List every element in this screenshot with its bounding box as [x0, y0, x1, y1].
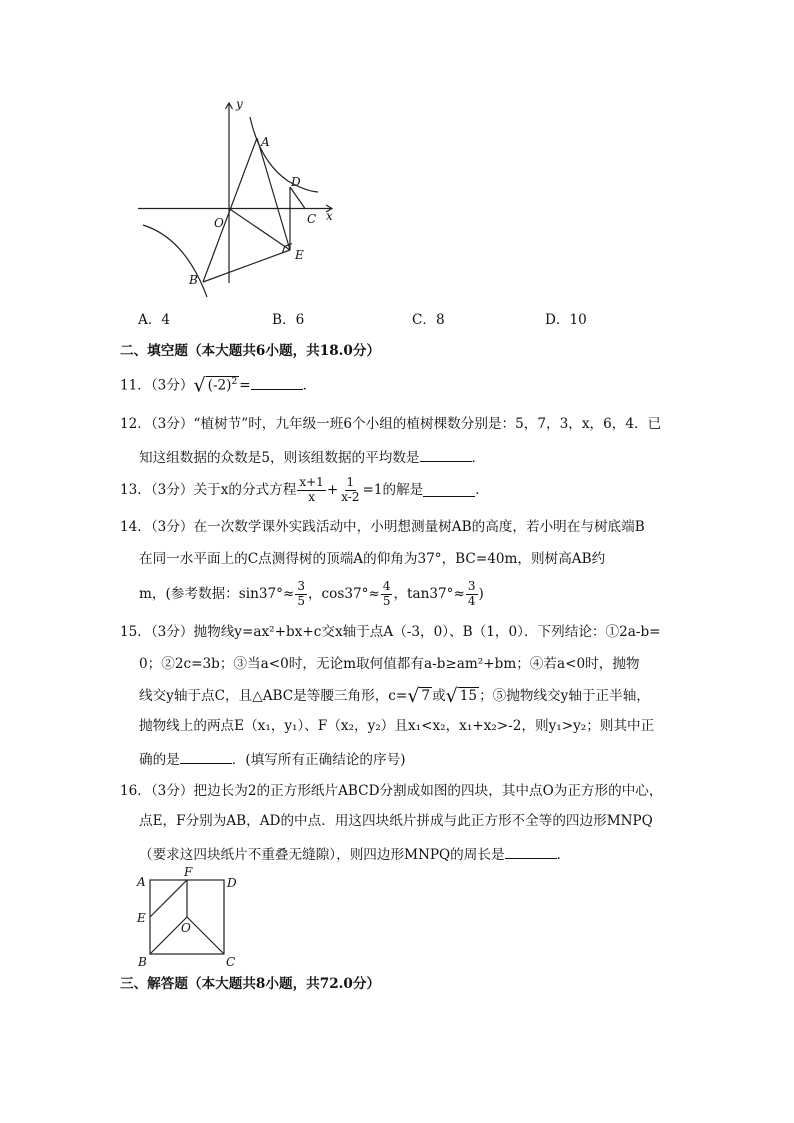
sin-fraction: $\frac{3}{5}$	[297, 579, 305, 608]
section-title-solve: 三、解答题（本大题共8小题，共72.0分）	[120, 976, 381, 992]
tan-fraction: $\frac{3}{4}$	[467, 579, 476, 608]
q13-fraction-2: $\frac{1}{x-2}$	[341, 475, 360, 504]
q15-line1: 15．（3分）抛物线y=ax²+bx+c交x轴于点A（-3，0）、B（1，0）．下列结论：①2a-b=	[120, 624, 661, 640]
q12-line2: 知这组数据的众数是5，则该组数据的平均数是 ．	[139, 450, 486, 466]
sqrt-sign: √	[407, 685, 420, 707]
hyperbola-upper-branch	[250, 117, 318, 192]
label-D: D	[291, 175, 301, 189]
label-y: y	[236, 97, 243, 111]
label-A: A	[261, 135, 270, 149]
coordinate-figure	[130, 95, 340, 305]
q11-answer-blank	[251, 377, 303, 390]
label-E: E	[295, 248, 304, 262]
label-x: x	[326, 209, 333, 223]
q14-line1: 14．（3分）在一次数学课外实践活动中，小明想测量树AB的高度，若小明在与树底端B	[120, 519, 645, 535]
q11-prefix: 11．（3分）	[120, 377, 194, 394]
q14-line3: m，(参考数据：sin37°≈ $\frac{3}{5}$ ，cos37°≈ $\frac{4}{5}$ ，tan37°≈ $\frac{3}{4}$ )	[139, 579, 484, 608]
q10-option-c: C．8	[412, 312, 445, 328]
q15-answer-blank	[180, 751, 232, 764]
q15-line5: 确的是 ．(填写所有正确结论的序号)	[139, 752, 406, 768]
q10-option-a: A．4	[138, 312, 171, 328]
square-figure	[134, 862, 244, 972]
segment-OE	[229, 209, 290, 251]
segment-DC	[290, 187, 305, 209]
segment-BE	[203, 250, 290, 282]
q11-equals: =	[239, 377, 251, 394]
q16-line1: 16．（3分）把边长为2的正方形纸片ABCD分割成如图的四块，其中点O为正方形的中心，	[120, 783, 663, 799]
label-B: B	[138, 955, 147, 969]
q10-option-b: B．6	[272, 312, 305, 328]
label-O: O	[181, 921, 191, 935]
q13-answer-blank	[423, 484, 475, 497]
segment-AE	[257, 138, 290, 250]
q13-fraction-1: $\frac{x+1}{x}$	[299, 475, 324, 504]
q10-option-d: D．10	[545, 312, 587, 328]
q12-line1: 12．（3分）“植树节”时，九年级一班6个小组的植树棵数分别是：5，7，3，x，6，4．已	[120, 416, 662, 432]
q11-radicand: $(-2)^2$	[207, 377, 238, 394]
label-A: A	[137, 875, 146, 889]
cos-fraction: $\frac{4}{5}$	[382, 579, 391, 608]
label-C: C	[226, 955, 236, 969]
q15-sqrt-15: 15	[459, 688, 478, 704]
q15-line3: 线交y轴于点C，且△ABC是等腰三角形，c=√ 7 或√ 15 ；⑤抛物线交y轴于正半轴，	[139, 685, 650, 707]
q16-line3: （要求这四块纸片不重叠无缝隙），则四边形MNPQ的周长是 ．	[139, 847, 571, 863]
q11-end: ．	[302, 377, 317, 394]
segment-AB	[203, 138, 257, 282]
segment-EF	[150, 880, 187, 917]
label-D: D	[227, 876, 237, 890]
sqrt-sign: √	[445, 685, 458, 707]
segment-OC	[187, 917, 224, 954]
label-B: B	[189, 273, 198, 287]
q16-answer-blank	[505, 846, 557, 859]
q15-sqrt-7: 7	[421, 688, 431, 704]
sqrt-sign: √	[193, 374, 206, 397]
q14-line2: 在同一水平面上的C点测得树的顶端A的仰角为37°，BC=40m，则树高AB约	[139, 551, 606, 567]
question-13: 13．（3分）关于x的分式方程 $\frac{x+1}{x}$ + $\frac{1}{x-2}$ =1的解是 ．	[120, 475, 489, 504]
q15-line4: 抛物线上的两点E（x₁，y₁）、F（x₂，y₂）且x₁<x₂，x₁+x₂>-2，则y₁>y₂；则其中正	[139, 718, 655, 734]
question-11	[120, 376, 316, 396]
q15-line2: 0；②2c=3b；③当a<0时，无论m取何值都有a-b≥am²+bm；④若a<0时，抛物	[139, 656, 640, 672]
section-title-fill-in: 二、填空题（本大题共6小题，共18.0分）	[120, 343, 381, 359]
label-E: E	[137, 911, 146, 925]
q12-answer-blank	[420, 449, 472, 462]
q16-line2: 点E，F分别为AB，AD的中点．用这四块纸片拼成与此正方形不全等的四边形MNPQ	[139, 813, 653, 829]
label-O: O	[214, 216, 224, 230]
label-C: C	[307, 212, 317, 226]
label-F: F	[184, 865, 193, 879]
